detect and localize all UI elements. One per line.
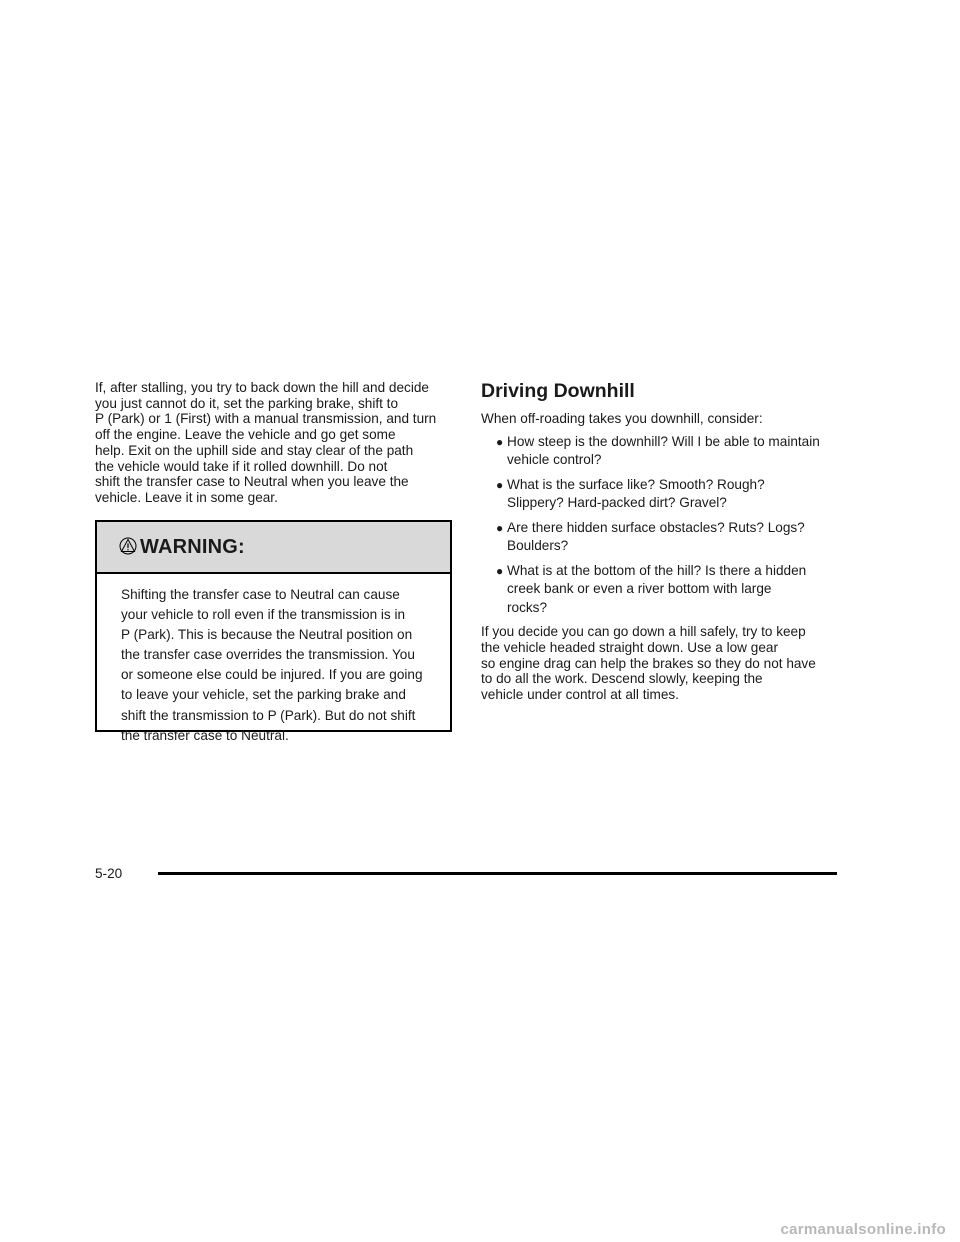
closing-paragraph: If you decide you can go down a hill safely, try to keep the vehicle headed straight down. Use a low gear so engine drag can help the brakes so they do not have to do all the work. Descend slowly, keeping the vehicle under control at all times. — [481, 624, 816, 703]
warning-text: Shifting the transfer case to Neutral can cause your vehicle to roll even if the transmission is in P (Park). This is because the Neutral position on the transfer case overrides the transmission. You or someone else could be injured. If you are going to leave your vehicle, set the parking brake and shift the transmission to P (Park). But do not shift the transfer case to Neutral. — [121, 587, 423, 743]
list-item-text: What is at the bottom of the hill? Is there a hidden creek bank or even a river bottom with large rocks? — [507, 562, 807, 615]
watermark: carmanualsonline.info — [780, 1221, 946, 1238]
list-item — [481, 562, 861, 618]
left-column — [95, 380, 455, 506]
warning-triangle-icon — [119, 537, 137, 555]
warning-box — [95, 520, 452, 743]
section-heading: Driving Downhill — [481, 380, 635, 402]
page-footer — [95, 864, 837, 884]
footer-rule — [158, 872, 837, 875]
list-item — [481, 433, 861, 470]
stalling-paragraph: If, after stalling, you try to back down the hill and decide you just cannot do it, set the parking brake, shift to P (Park) or 1 (First) with a manual transmission, and turn off the engine. Leave the vehicle and go get some help. Exit on the uphill side and stay clear of the path the vehicle would take if it rolled downhill. Do not shift the transfer case to Neutral when you leave the vehicle. Leave it in some gear. — [95, 380, 437, 505]
right-column — [481, 380, 861, 703]
list-item-text: Are there hidden surface obstacles? Ruts? Logs? Boulders? — [507, 519, 805, 554]
list-item-text: How steep is the downhill? Will I be able to maintain vehicle control? — [507, 433, 820, 468]
warning-title: WARNING: — [140, 535, 245, 558]
intro-text: When off-roading takes you downhill, consider: — [481, 411, 763, 426]
list-item — [481, 476, 861, 513]
page-number: 5-20 — [95, 866, 123, 881]
list-item-text: What is the surface like? Smooth? Rough? Slippery? Hard-packed dirt? Gravel? — [507, 476, 765, 511]
bullet-icon: ● — [496, 520, 504, 535]
bullet-icon: ● — [496, 477, 504, 492]
bullet-icon: ● — [496, 563, 504, 578]
warning-header — [97, 522, 450, 574]
list-item — [481, 519, 861, 556]
bullet-icon: ● — [496, 434, 504, 449]
consideration-list — [481, 433, 861, 618]
